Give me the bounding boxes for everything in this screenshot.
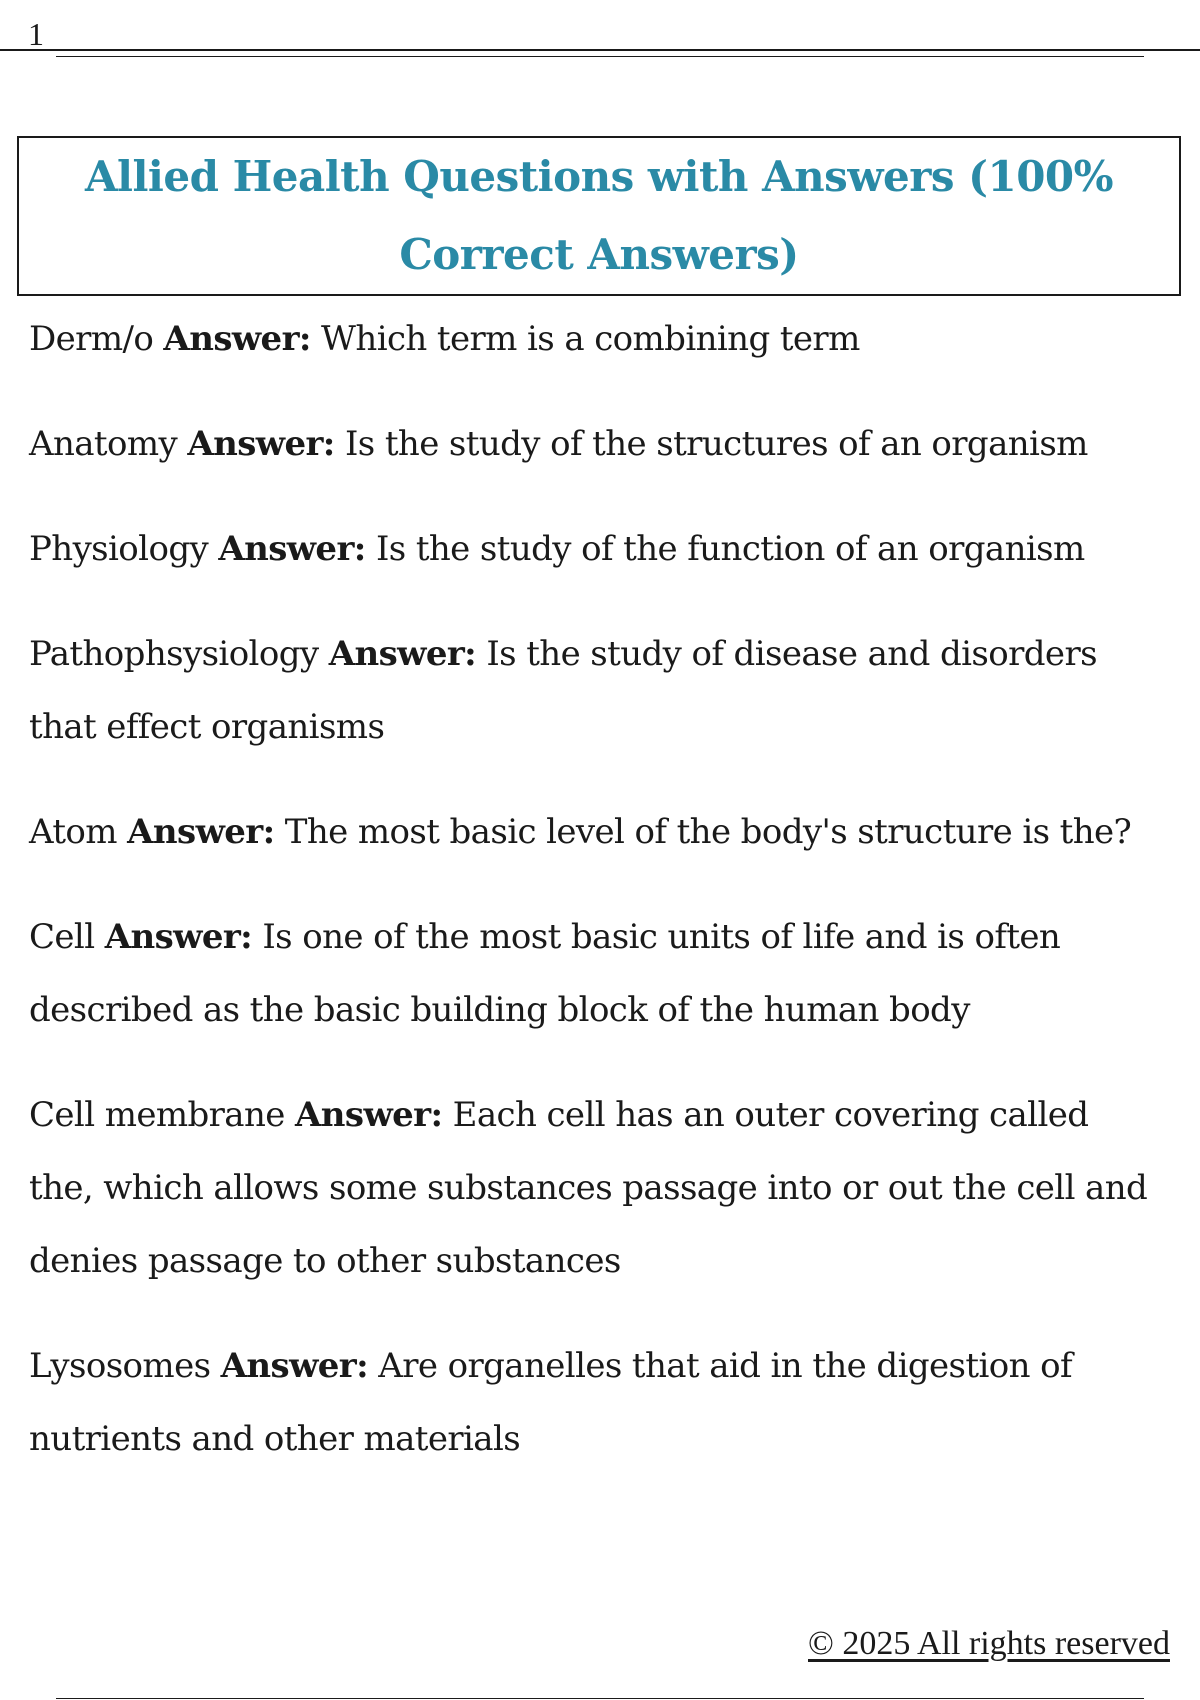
qa-item	[29, 1079, 1159, 1298]
page-number: 1	[28, 16, 44, 52]
qa-term: Cell	[29, 917, 95, 957]
qa-answer-text: The most basic level of the body's structure is the?	[284, 812, 1132, 852]
qa-item	[29, 1330, 1159, 1476]
answer-label: Answer:	[104, 917, 253, 957]
qa-answer-text: Is the study of the function of an organism	[375, 529, 1085, 569]
qa-term: Atom	[29, 812, 117, 852]
qa-term: Pathophsysiology	[29, 634, 319, 674]
qa-item	[29, 303, 1159, 376]
qa-answer-text: Is the study of disease and disorders that effect organisms	[29, 634, 1097, 747]
qa-term: Lysosomes	[29, 1346, 211, 1386]
qa-item	[29, 408, 1159, 481]
qa-term: Derm/o	[29, 319, 154, 359]
qa-item	[29, 618, 1159, 764]
title-box	[17, 136, 1181, 296]
header-rule-bottom	[56, 56, 1144, 57]
answer-label: Answer:	[328, 634, 477, 674]
qa-answer-text: Is one of the most basic units of life and is often described as the basic building block of the human body	[29, 917, 1061, 1030]
qa-answer-text: Are organelles that aid in the digestion of nutrients and other materials	[29, 1346, 1072, 1459]
qa-item	[29, 513, 1159, 586]
qa-item	[29, 901, 1159, 1047]
answer-label: Answer:	[163, 319, 311, 359]
answer-label: Answer:	[220, 1346, 369, 1386]
qa-answer-text: Each cell has an outer covering called the, which allows some substances passage into or out the cell and denies passage to other substances	[29, 1095, 1148, 1281]
qa-list	[29, 303, 1159, 1508]
qa-term: Physiology	[29, 529, 209, 569]
qa-answer-text: Is the study of the structures of an organism	[344, 424, 1088, 464]
answer-label: Answer:	[218, 529, 366, 569]
footer-copyright: © 2025 All rights reserved	[808, 1625, 1170, 1662]
answer-label: Answer:	[187, 424, 335, 464]
header-rule-top	[0, 49, 1200, 51]
answer-label: Answer:	[127, 812, 275, 852]
qa-item	[29, 796, 1159, 869]
qa-term: Anatomy	[29, 424, 178, 464]
qa-answer-text: Which term is a combining term	[321, 319, 860, 359]
qa-term: Cell membrane	[29, 1095, 285, 1135]
answer-label: Answer:	[295, 1095, 443, 1135]
document-title: Allied Health Questions with Answers (100% Correct Answers)	[84, 152, 1114, 279]
footer-rule	[56, 1698, 1144, 1699]
